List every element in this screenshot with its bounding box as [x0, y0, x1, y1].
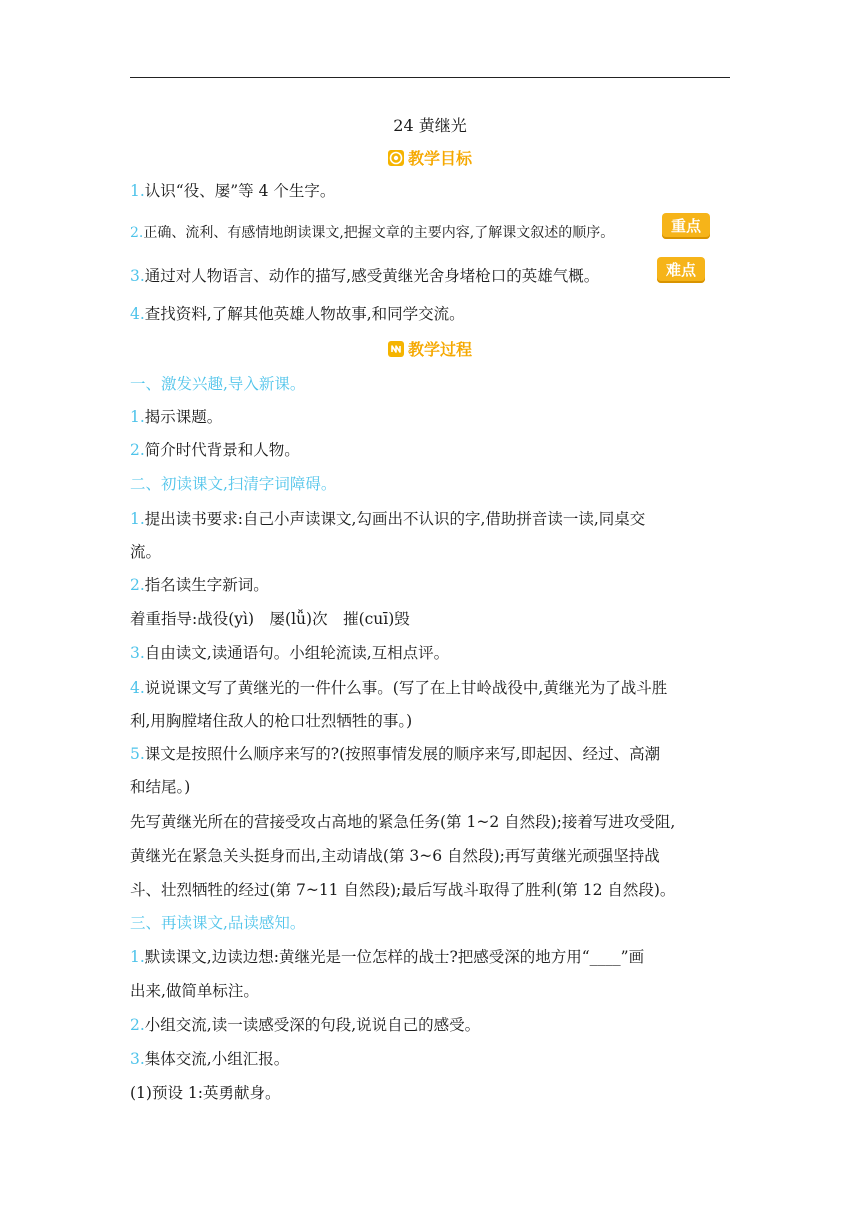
part1-item-2: 2.简介时代背景和人物。 — [130, 441, 300, 459]
process-icon — [388, 341, 404, 357]
difficult-point-badge: 难点 — [657, 257, 705, 283]
part2-item-5-cont: 和结尾。) — [130, 778, 191, 796]
section-heading-process: 教学过程 — [0, 337, 860, 360]
part2-item-2: 2.指名读生字新词。 — [130, 576, 269, 594]
part2-heading: 二、初读课文,扫清字词障碍。 — [130, 475, 337, 493]
goal-item-4: 4.查找资料,了解其他英雄人物故事,和同学交流。 — [130, 305, 465, 323]
structure-paragraph-line-1: 先写黄继光所在的营接受攻占高地的紧急任务(第 1~2 自然段);接着写进攻受阻, — [130, 813, 676, 831]
header-rule — [130, 77, 730, 78]
goal-item-3: 3.通过对人物语言、动作的描写,感受黄继光舍身堵枪口的英雄气概。 — [130, 267, 600, 285]
target-icon — [388, 150, 404, 166]
key-point-badge: 重点 — [662, 213, 710, 239]
part2-item-4-cont: 利,用胸膛堵住敌人的枪口壮烈牺牲的事。) — [130, 712, 413, 730]
part3-item-1: 1.默读课文,边读边想:黄继光是一位怎样的战士?把感受深的地方用“____”画 — [130, 948, 645, 966]
section-heading-goals: 教学目标 — [0, 146, 860, 169]
part3-heading: 三、再读课文,品读感知。 — [130, 914, 306, 932]
part2-item-3: 3.自由读文,读通语句。小组轮流读,互相点评。 — [130, 644, 450, 662]
part3-item-1-cont: 出来,做简单标注。 — [130, 982, 259, 1000]
part2-item-1: 1.提出读书要求:自己小声读课文,勾画出不认识的字,借助拼音读一读,同桌交 — [130, 510, 646, 528]
structure-paragraph-line-2: 黄继光在紧急关头挺身而出,主动请战(第 3~6 自然段);再写黄继光顽强坚持战 — [130, 847, 660, 865]
goal-item-1: 1.认识“役、屡”等 4 个生字。 — [130, 182, 336, 200]
pronunciation-guide: 着重指导:战役(yì) 屡(lǚ)次 摧(cuī)毁 — [130, 610, 410, 628]
part2-item-1-cont: 流。 — [130, 543, 162, 561]
part2-item-5: 5.课文是按照什么顺序来写的?(按照事情发展的顺序来写,即起因、经过、高潮 — [130, 745, 661, 763]
structure-paragraph-line-3: 斗、壮烈牺牲的经过(第 7~11 自然段);最后写战斗取得了胜利(第 12 自然段)。 — [130, 881, 676, 899]
part3-item-3: 3.集体交流,小组汇报。 — [130, 1050, 290, 1068]
part1-heading: 一、激发兴趣,导入新课。 — [130, 375, 306, 393]
lesson-title: 24 黄继光 — [393, 116, 467, 135]
preset-1: (1)预设 1:英勇献身。 — [130, 1084, 281, 1102]
goal-item-2: 2.正确、流利、有感情地朗读课文,把握文章的主要内容,了解课文叙述的顺序。 — [130, 225, 615, 241]
part2-item-4: 4.说说课文写了黄继光的一件什么事。(写了在上甘岭战役中,黄继光为了战斗胜 — [130, 679, 668, 697]
part3-item-2: 2.小组交流,读一读感受深的句段,说说自己的感受。 — [130, 1016, 481, 1034]
part1-item-1: 1.揭示课题。 — [130, 408, 223, 426]
